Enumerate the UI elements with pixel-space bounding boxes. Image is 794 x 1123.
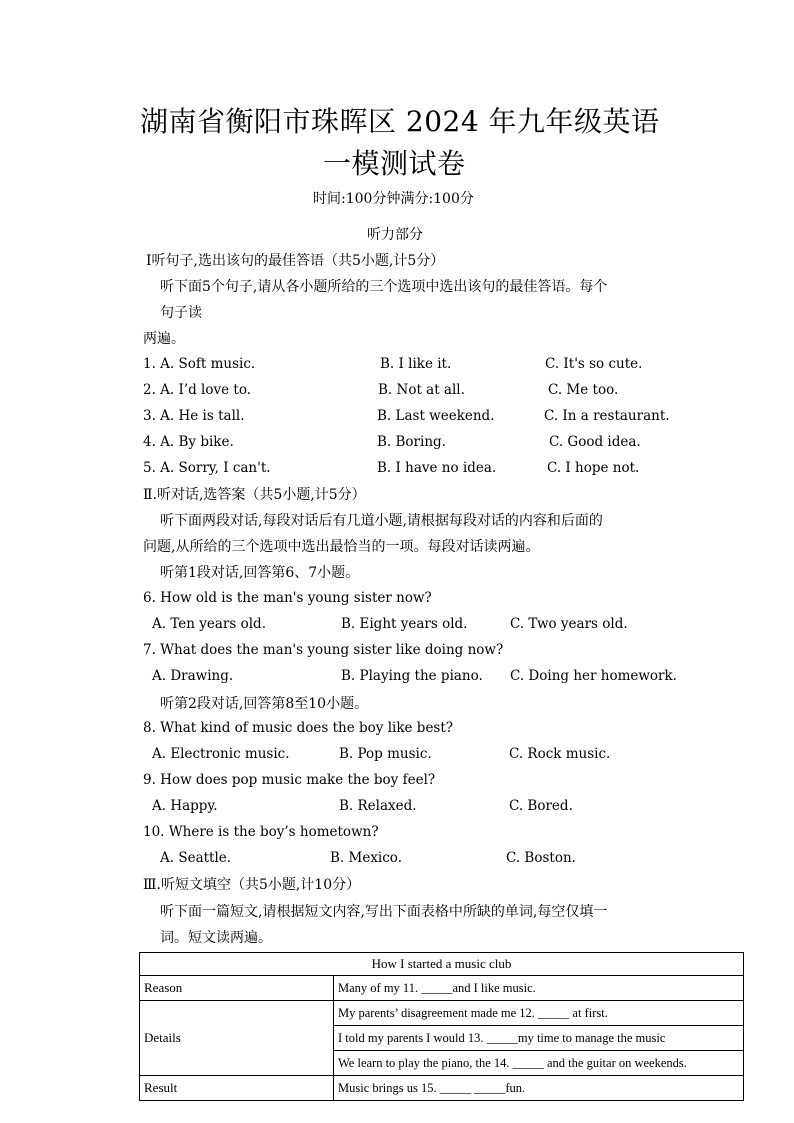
option-b: B. Relaxed. <box>339 798 417 814</box>
details-text: We learn to play the piano, the 14. _____ and the guitar on weekends. <box>334 1051 744 1076</box>
part2-heading: Ⅱ.听对话,选答案（共5小题,计5分） <box>143 487 366 503</box>
music-club-table <box>139 952 744 1101</box>
option-a: 2. A. I’d love to. <box>143 382 252 398</box>
reason-text: Many of my 11. _____and I like music. <box>334 976 744 1001</box>
table-row <box>140 1001 744 1026</box>
document-title-line2: 一模测试卷 <box>323 147 466 180</box>
question-text: 7. What does the man's young sister like doing now? <box>143 642 504 658</box>
option-b: B. I like it. <box>380 356 452 372</box>
option-b: B. Not at all. <box>378 382 465 398</box>
option-b: B. Eight years old. <box>341 616 468 632</box>
table-row <box>140 976 744 1001</box>
part2-instruction: 问题,从所给的三个选项中选出最恰当的一项。每段对话读两遍。 <box>143 539 540 555</box>
part3-instruction: 听下面一篇短文,请根据短文内容,写出下面表格中所缺的单词,每空仅填一 <box>160 904 608 920</box>
option-b: B. Pop music. <box>339 746 432 762</box>
option-a: A. Happy. <box>152 798 218 814</box>
part1-instruction: 两遍。 <box>143 331 185 347</box>
option-a: 3. A. He is tall. <box>143 408 245 424</box>
part3-heading: Ⅲ.听短文填空（共5小题,计10分） <box>143 877 361 893</box>
option-a: A. Ten years old. <box>152 616 266 632</box>
part3-instruction: 词。短文读两遍。 <box>160 930 272 946</box>
question-text: 8. What kind of music does the boy like best? <box>143 720 454 736</box>
part1-instruction: 句子读 <box>160 305 202 321</box>
option-b: B. Playing the piano. <box>341 668 483 684</box>
question-text: 10. Where is the boy’s hometown? <box>143 824 379 840</box>
option-c: C. Rock music. <box>509 746 611 762</box>
option-b: B. Mexico. <box>330 850 402 866</box>
table-title: How I started a music club <box>140 953 744 976</box>
option-c: C. Boston. <box>506 850 576 866</box>
option-a: A. Seattle. <box>160 850 232 866</box>
document-title-line1: 湖南省衡阳市珠晖区 2024 年九年级英语 <box>140 105 660 138</box>
option-a: 1. A. Soft music. <box>143 356 256 372</box>
option-b: B. Last weekend. <box>377 408 495 424</box>
table-row <box>140 953 744 976</box>
table-row <box>140 1076 744 1101</box>
option-c: C. It's so cute. <box>545 356 643 372</box>
result-text: Music brings us 15. _____ _____fun. <box>334 1076 744 1101</box>
option-a: A. Electronic music. <box>152 746 290 762</box>
option-c: C. I hope not. <box>547 460 640 476</box>
details-text: I told my parents I would 13. _____my time to manage the music <box>334 1026 744 1051</box>
part2-instruction: 听下面两段对话,每段对话后有几道小题,请根据每段对话的内容和后面的 <box>160 513 603 529</box>
option-c: C. Me too. <box>548 382 619 398</box>
details-text: My parents’ disagreement made me 12. _____ at first. <box>334 1001 744 1026</box>
part1-instruction: 听下面5个句子,请从各小题所给的三个选项中选出该句的最佳答语。每个 <box>160 279 608 295</box>
option-c: C. Good idea. <box>549 434 641 450</box>
question-text: 9. How does pop music make the boy feel? <box>143 772 436 788</box>
time-info: 时间:100分钟满分:100分 <box>313 191 474 207</box>
option-a: A. Drawing. <box>152 668 234 684</box>
part1-heading: Ⅰ听句子,选出该句的最佳答语（共5小题,计5分） <box>146 253 445 269</box>
question-text: 6. How old is the man's young sister now? <box>143 590 432 606</box>
option-c: C. Doing her homework. <box>510 668 677 684</box>
dialog1-note: 听第1段对话,回答第6、7小题。 <box>160 565 360 581</box>
option-b: B. Boring. <box>377 434 446 450</box>
option-c: C. Two years old. <box>510 616 628 632</box>
option-a: 5. A. Sorry, I can't. <box>143 460 271 476</box>
reason-label: Reason <box>140 976 334 1001</box>
details-label: Details <box>140 1001 334 1076</box>
option-a: 4. A. By bike. <box>143 434 234 450</box>
section-title: 听力部分 <box>367 227 423 243</box>
option-c: C. Bored. <box>509 798 573 814</box>
option-c: C. In a restaurant. <box>544 408 670 424</box>
option-b: B. I have no idea. <box>377 460 497 476</box>
dialog2-note: 听第2段对话,回答第8至10小题。 <box>160 696 369 712</box>
result-label: Result <box>140 1076 334 1101</box>
